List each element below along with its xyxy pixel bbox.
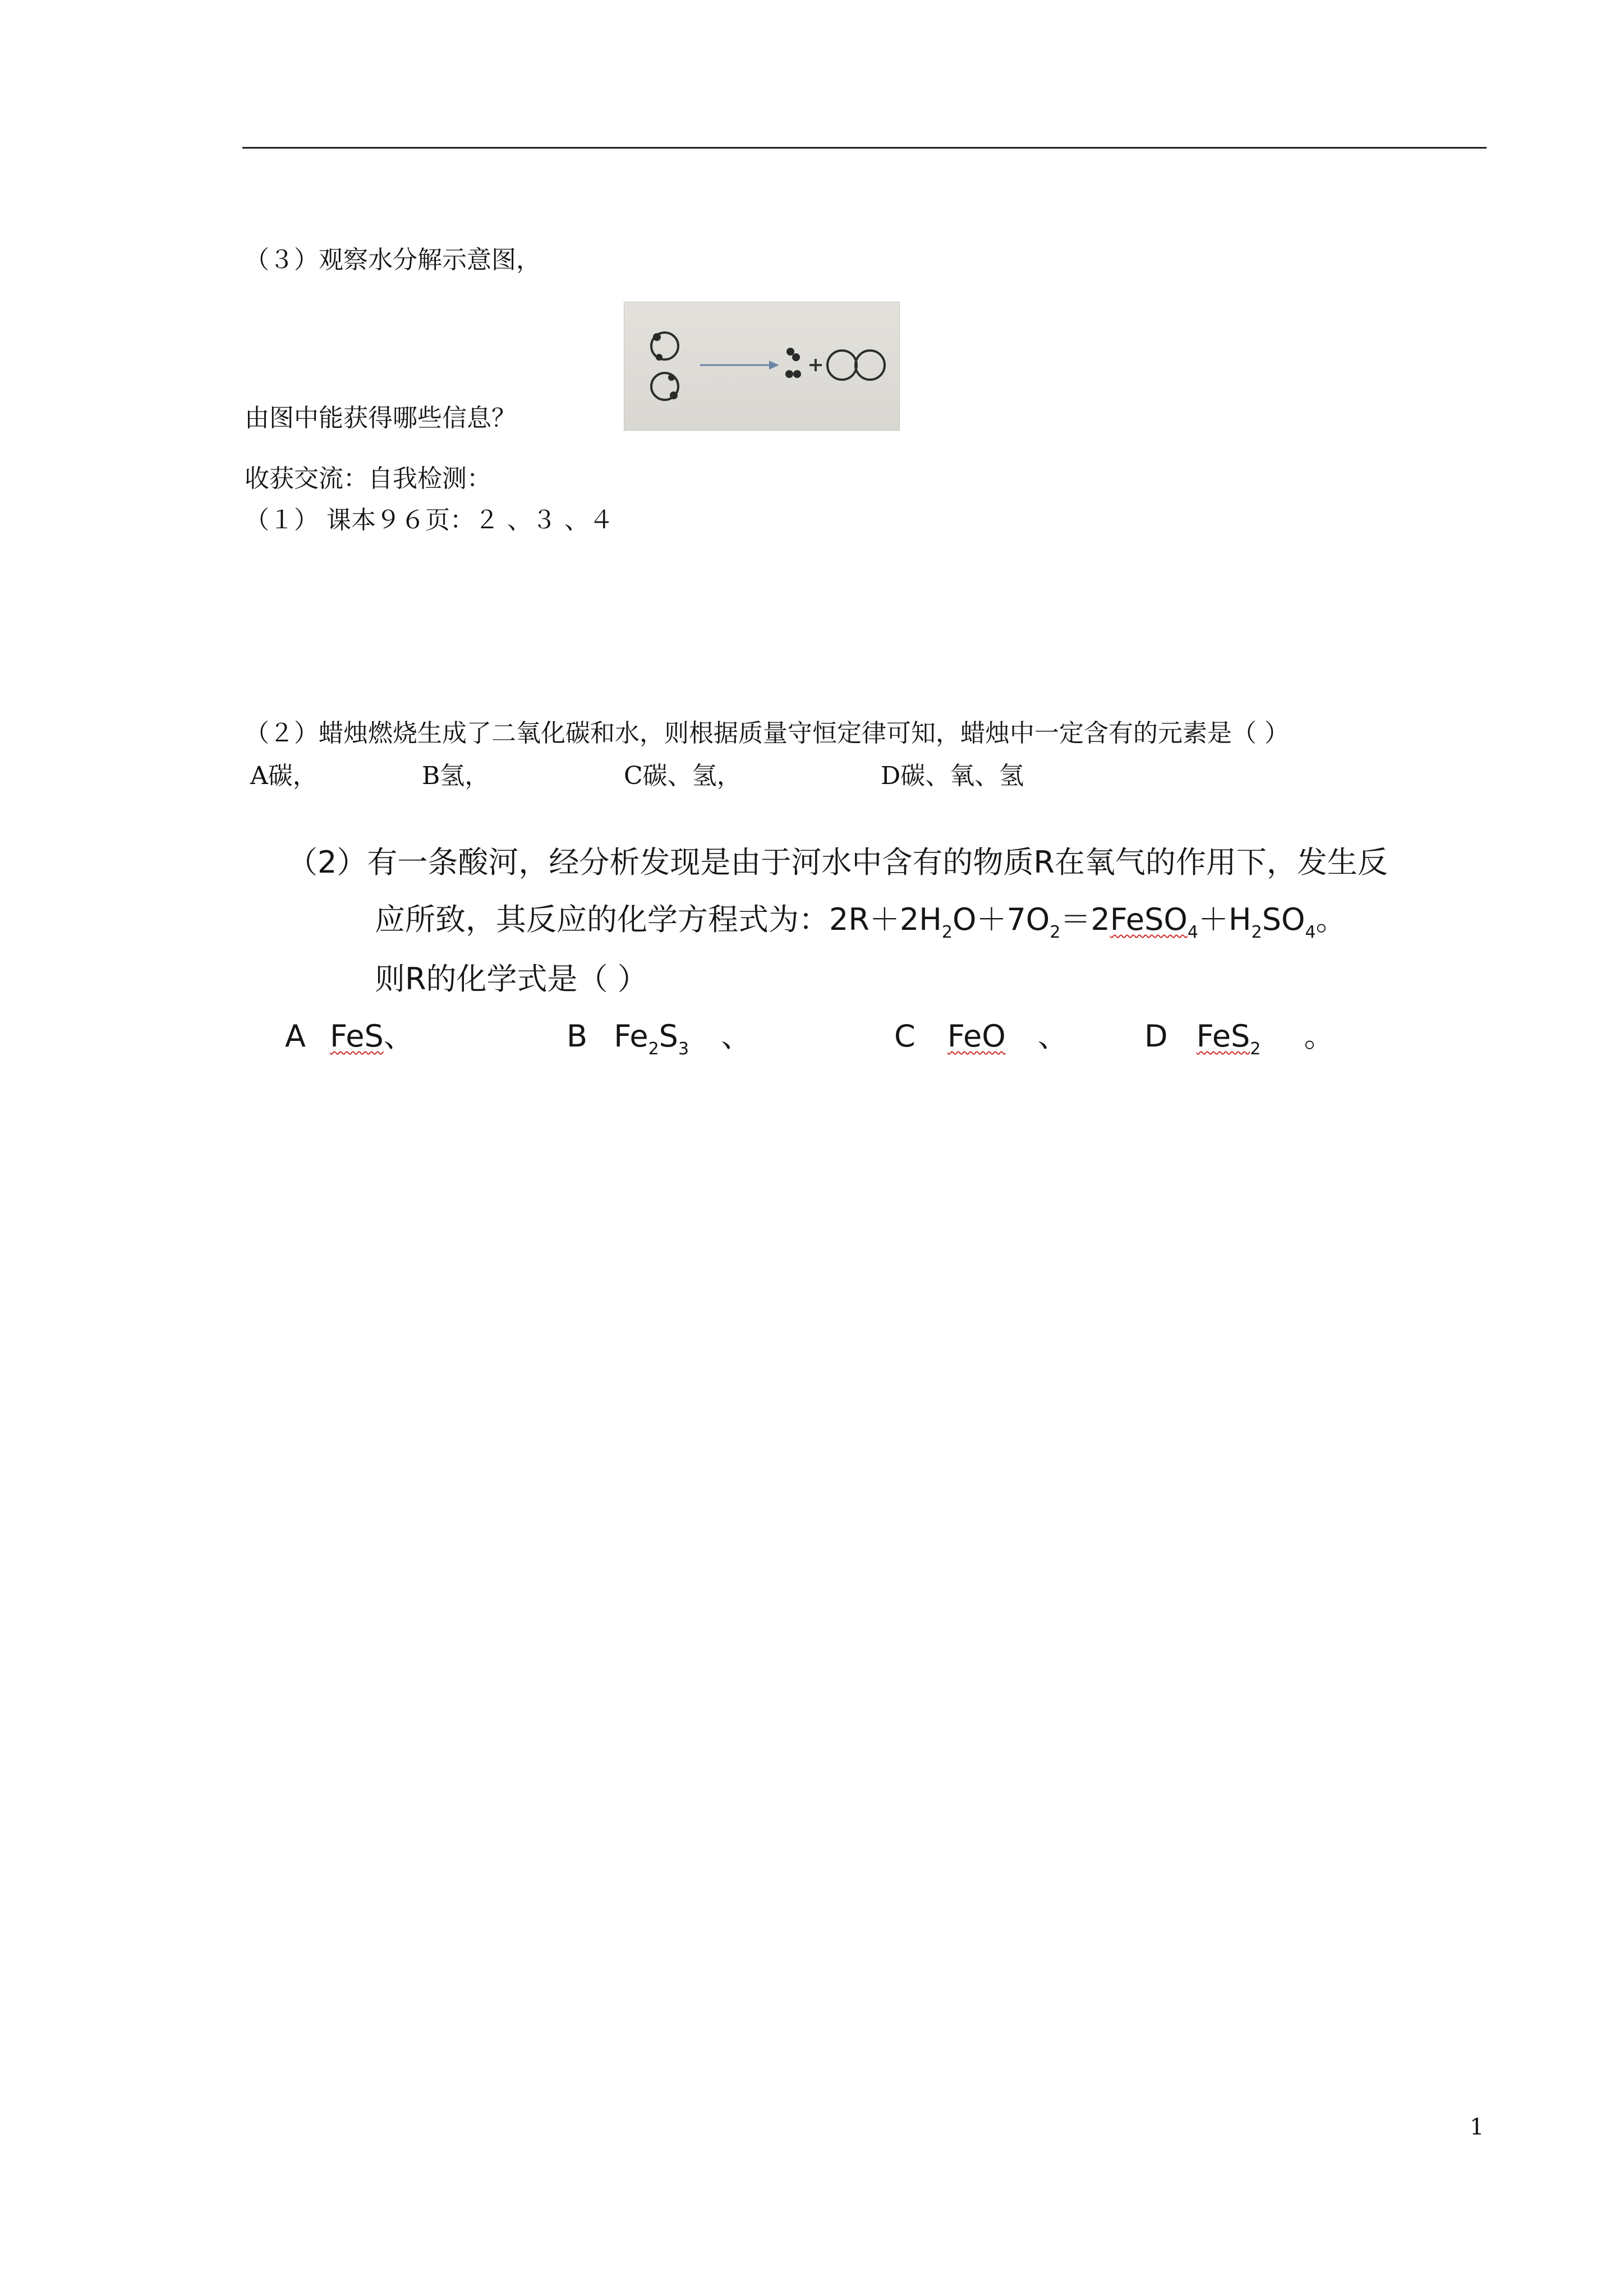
q2-river-option-a: A FeS、 xyxy=(285,1018,414,1054)
q2-river-option-c: C FeO 、 xyxy=(894,1018,1068,1054)
header-rule xyxy=(242,147,1487,149)
q2-candle-stem: （２）蜡烛燃烧生成了二氧化碳和水，则根据质量守恒定律可知，蜡烛中一定含有的元素是（ ） xyxy=(245,719,1289,748)
q2-river-option-b: B $Fe_2S_3$ 、 xyxy=(567,1018,752,1059)
water-decomposition-diagram-icon xyxy=(624,302,900,431)
q2-river-line2-prefix: 应所致，其反应的化学方程式为： xyxy=(375,902,829,937)
q2-river-line2 xyxy=(375,904,1346,940)
q2-river-option-d: D FeS$_2$ 。 xyxy=(1144,1018,1335,1059)
q2-candle-option-d: D碳、氧、氢 xyxy=(881,762,1024,790)
q2-candle-option-a: A碳， xyxy=(250,762,318,790)
q2-candle-option-c: C碳、氢， xyxy=(624,762,742,790)
page-number: 1 xyxy=(1470,2114,1484,2140)
q3-label: （３）观察水分解示意图， xyxy=(245,246,541,274)
water-molecule-icon xyxy=(651,333,678,400)
q2-river-line1: （2）有一条酸河，经分析发现是由于河水中含有的物质R在氧气的作用下，发生反 xyxy=(287,845,1388,880)
q2-candle-option-b: B氢， xyxy=(422,762,490,790)
harvest-heading: 收获交流：自我检测： xyxy=(245,464,491,493)
hydrogen-molecule-icon xyxy=(785,348,801,378)
q2-river-line3: 则R的化学式是（ ） xyxy=(375,961,648,997)
arrow-right-icon xyxy=(700,361,779,370)
q3-question: 由图中能获得哪些信息？ xyxy=(245,404,516,432)
oxygen-molecule-icon xyxy=(827,351,885,380)
harvest-item-1: （１） 课本９６页：２ 、３ 、４ xyxy=(245,506,614,534)
equation: $2R+2H_2O+7O_2=2FeSO_4+H_2SO_4$。 xyxy=(829,902,1346,942)
